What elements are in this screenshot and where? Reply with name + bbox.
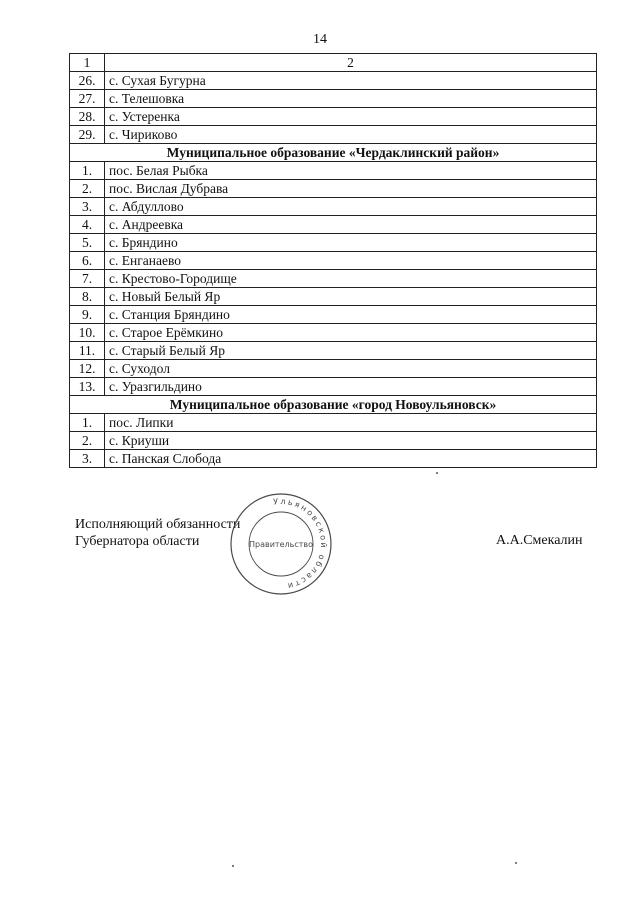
table-row [70, 162, 597, 180]
page-number: 14 [313, 32, 327, 47]
row-number: 13. [70, 378, 105, 396]
row-number: 27. [70, 90, 105, 108]
row-number: 6. [70, 252, 105, 270]
stamp-center-text: Правительство [249, 540, 313, 549]
scan-speck [515, 862, 517, 864]
table-row [70, 234, 597, 252]
row-number: 10. [70, 324, 105, 342]
row-number: 12. [70, 360, 105, 378]
settlement-name: с. Старое Ерёмкино [105, 324, 597, 342]
scan-speck [232, 865, 234, 867]
row-number: 11. [70, 342, 105, 360]
official-seal-stamp [228, 491, 334, 597]
settlement-name: с. Суходол [105, 360, 597, 378]
table-row [70, 126, 597, 144]
table-row [70, 360, 597, 378]
row-number: 5. [70, 234, 105, 252]
settlement-name: с. Устеренка [105, 108, 597, 126]
table-row [70, 180, 597, 198]
table-header-cell: 2 [105, 54, 597, 72]
table-row [70, 378, 597, 396]
row-number: 2. [70, 180, 105, 198]
stamp-ring-text: Ульяновской области [272, 496, 329, 591]
settlement-name: с. Криуши [105, 432, 597, 450]
row-number: 2. [70, 432, 105, 450]
section-title: Муниципальное образование «Чердаклинский район» [70, 144, 597, 162]
settlement-name: с. Абдуллово [105, 198, 597, 216]
settlement-name: с. Чириково [105, 126, 597, 144]
row-number: 3. [70, 198, 105, 216]
settlement-name: с. Уразгильдино [105, 378, 597, 396]
row-number: 28. [70, 108, 105, 126]
table-row [70, 108, 597, 126]
row-number: 4. [70, 216, 105, 234]
table-row [70, 90, 597, 108]
table-row [70, 450, 597, 468]
settlement-name: с. Старый Белый Яр [105, 342, 597, 360]
table-row [70, 432, 597, 450]
row-number: 1. [70, 162, 105, 180]
table-row [70, 270, 597, 288]
row-number: 7. [70, 270, 105, 288]
settlement-name: пос. Белая Рыбка [105, 162, 597, 180]
signatory-position-line2: Губернатора области [75, 534, 200, 549]
table-row [70, 414, 597, 432]
table-row [70, 252, 597, 270]
table-header-row [70, 54, 597, 72]
row-number: 9. [70, 306, 105, 324]
settlements-table [69, 53, 597, 468]
table-row [70, 342, 597, 360]
settlements-table-body [70, 54, 597, 468]
signatory-position [75, 516, 240, 550]
settlement-name: с. Станция Бряндино [105, 306, 597, 324]
table-row [70, 306, 597, 324]
row-number: 1. [70, 414, 105, 432]
table-row [70, 288, 597, 306]
row-number: 26. [70, 72, 105, 90]
table-header-cell: 1 [70, 54, 105, 72]
table-row [70, 72, 597, 90]
table-row [70, 198, 597, 216]
settlement-name: с. Крестово-Городище [105, 270, 597, 288]
section-header-row [70, 144, 597, 162]
row-number: 29. [70, 126, 105, 144]
row-number: 8. [70, 288, 105, 306]
signatory-position-line1: Исполняющий обязанности [75, 517, 241, 532]
settlement-name: с. Бряндино [105, 234, 597, 252]
settlement-name: с. Панская Слобода [105, 450, 597, 468]
settlement-name: с. Андреевка [105, 216, 597, 234]
section-header-row [70, 396, 597, 414]
settlement-name: с. Сухая Бугурна [105, 72, 597, 90]
scan-speck [436, 472, 438, 474]
signatory-name: А.А.Смекалин [496, 533, 583, 548]
settlement-name: пос. Липки [105, 414, 597, 432]
settlement-name: с. Енганаево [105, 252, 597, 270]
settlement-name: пос. Вислая Дубрава [105, 180, 597, 198]
table-row [70, 324, 597, 342]
section-title: Муниципальное образование «город Новоульяновск» [70, 396, 597, 414]
settlement-name: с. Новый Белый Яр [105, 288, 597, 306]
row-number: 3. [70, 450, 105, 468]
settlement-name: с. Телешовка [105, 90, 597, 108]
table-row [70, 216, 597, 234]
